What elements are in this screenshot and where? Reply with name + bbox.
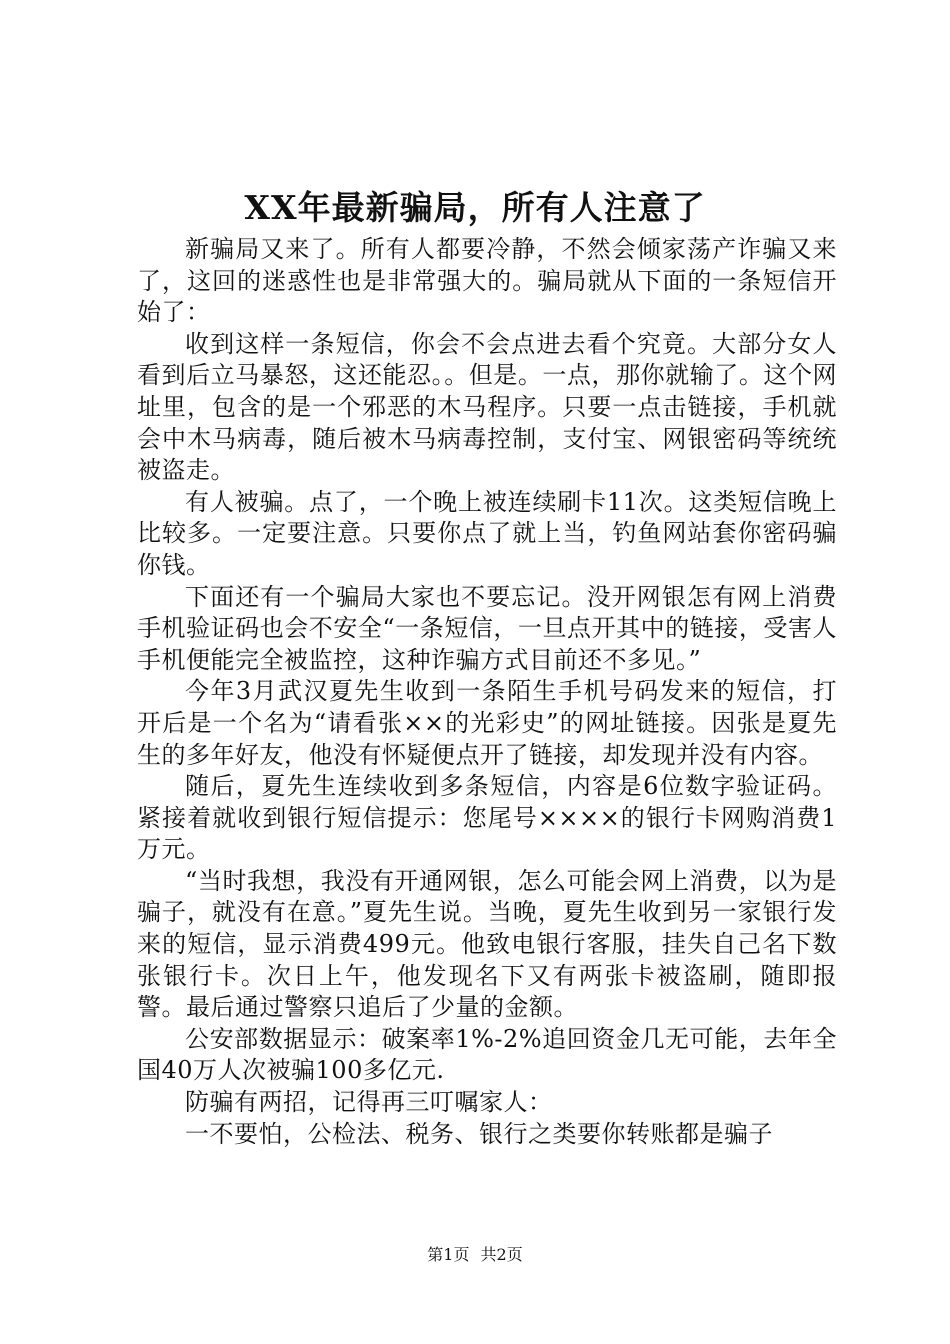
paragraph: 新骗局又来了。所有人都要冷静，不然会倾家荡产诈骗又来了，这回的迷惑性也是非常强大的。骗局就从下面的一条短信开始了： <box>137 235 837 327</box>
paragraph: “当时我想，我没有开通网银，怎么可能会网上消费，以为是骗子，就没有在意。”夏先生说。当晚，夏先生收到另一家银行发来的短信，显示消费499元。他致电银行客服，挂失自己名下数张银行卡。次日上午，他发现名下又有两张卡被盗刷，随即报警。最后通过警察只追后了少量的金额。 <box>137 866 837 1022</box>
paragraph: 一不要怕，公检法、税务、银行之类要你转账都是骗子 <box>185 1119 773 1148</box>
paragraph: 公安部数据显示：破案率1%-2%追回资金几无可能，去年全国40万人次被骗100多亿元. <box>137 1024 837 1085</box>
page-number: 第1页 <box>427 1245 470 1264</box>
document-title: XX年最新骗局，所有人注意了 <box>244 188 706 227</box>
paragraph: 有人被骗。点了，一个晚上被连续刷卡11次。这类短信晚上比较多。一定要注意。只要你点了就上当，钓鱼网站套你密码骗你钱。 <box>137 487 837 579</box>
paragraph: 收到这样一条短信，你会不会点进去看个究竟。大部分女人看到后立马暴怒，这还能忍。。但是。一点，那你就输了。这个网址里，包含的是一个邪恶的木马程序。只要一点击链接，手机就会中木马病毒，随后被木马病毒控制，支付宝、网银密码等统统被盗走。 <box>137 329 837 485</box>
paragraph: 随后，夏先生连续收到多条短信，内容是6位数字验证码。紧接着就收到银行短信提示：您尾号××××的银行卡网购消费1万元。 <box>137 772 837 864</box>
page-footer <box>0 1244 950 1266</box>
document-body <box>137 234 837 1150</box>
paragraph: 防骗有两招，记得再三叮嘱家人： <box>185 1088 553 1117</box>
paragraph: 今年3月武汉夏先生收到一条陌生手机号码发来的短信，打开后是一个名为“请看张××的光彩史”的网址链接。因张是夏先生的多年好友，他没有怀疑便点开了链接，却发现并没有内容。 <box>137 677 837 769</box>
paragraph: 下面还有一个骗局大家也不要忘记。没开网银怎有网上消费手机验证码也会不安全“一条短信，一旦点开其中的链接，受害人手机便能完全被监控，这种诈骗方式目前还不多见。” <box>137 582 837 674</box>
page-total: 共2页 <box>480 1245 523 1264</box>
